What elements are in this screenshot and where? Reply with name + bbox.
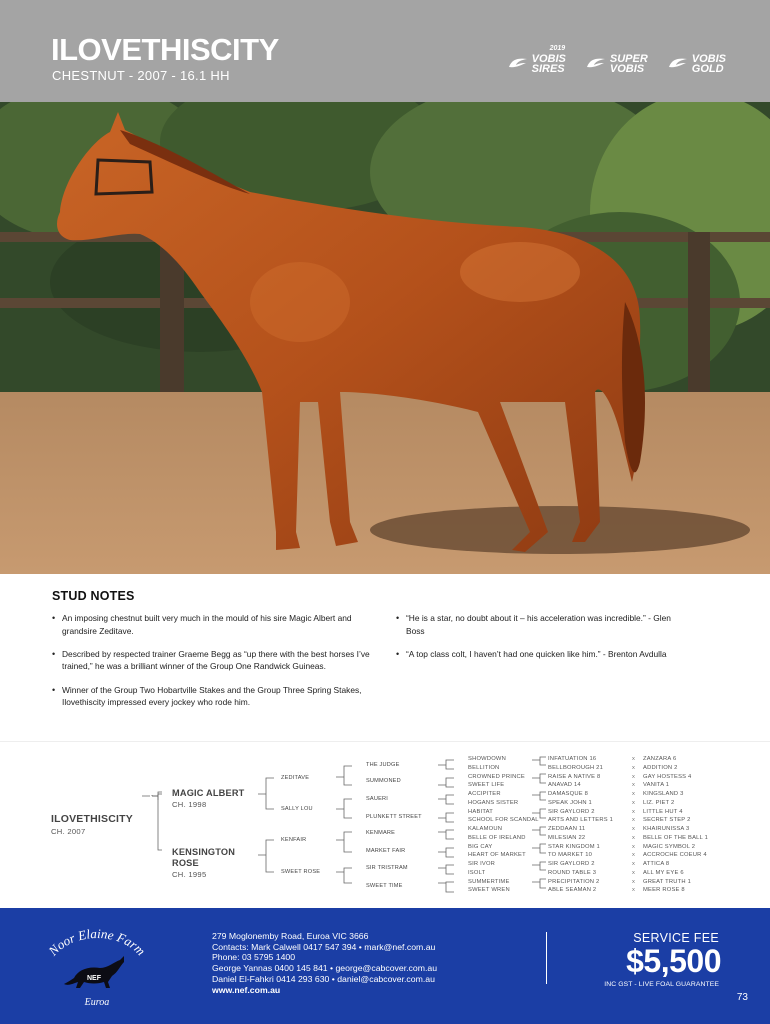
pedigree-gen5: BIG CAY <box>468 843 493 850</box>
pedigree-gen5: HABITAT <box>468 808 494 815</box>
pedigree-gen4: SWEET TIME <box>366 883 403 889</box>
footer-band <box>0 908 770 1024</box>
stud-notes-left <box>52 612 370 719</box>
note-item: • An imposing chestnut built very much in the mould of his sire Magic Albert and grandsire Zeditave. <box>52 612 370 637</box>
farm-logo-horse-icon <box>64 956 124 988</box>
farm-logo-name: Noor Elaine Farm <box>45 926 149 959</box>
farm-logo-location: Euroa <box>84 997 110 1008</box>
pedigree-gen6b: VANITA 1 <box>643 782 670 789</box>
pedigree-gen6b: ZANZARA 6 <box>643 756 677 762</box>
pedigree-chart <box>0 741 770 908</box>
pedigree-gen6-dams <box>643 755 708 895</box>
pedigree-gen5: SCHOOL FOR SCANDAL <box>468 817 539 824</box>
pedigree-gen5: BELLITION <box>468 764 500 771</box>
pedigree-dam-line2: ROSE <box>172 858 199 868</box>
logo3-line2: GOLD <box>691 63 724 75</box>
pedigree-gen6b: KINGSLAND 3 <box>643 791 684 797</box>
pedigree-gen4: SIR TRISTRAM <box>366 865 408 871</box>
logo1-line1: VOBIS <box>531 53 566 65</box>
pedigree-gen5: SWEET LIFE <box>468 782 505 789</box>
pedigree-gen3: ZEDITAVE <box>281 775 310 781</box>
daniel-line[interactable]: Daniel El-Fahkri 0414 293 630 • daniel@cabcover.com.au <box>212 973 435 984</box>
pedigree-gen6b: GAY HOSTESS 4 <box>643 773 692 780</box>
page-number: 73 <box>736 992 748 1003</box>
pedigree-gen6: SIR GAYLORD 2 <box>548 861 595 867</box>
pedigree-gen6: MILESIAN 22 <box>548 834 586 841</box>
service-fee-label: SERVICE FEE <box>633 931 719 945</box>
award-logos <box>508 45 726 75</box>
pedigree-gen4: THE JUDGE <box>366 762 400 768</box>
pedigree-gen6: RAISE A NATIVE 8 <box>548 773 601 780</box>
contacts-line[interactable]: Contacts: Mark Calwell 0417 547 394 • mark@nef.com.au <box>212 941 436 952</box>
pedigree-gen6: ARTS AND LETTERS 1 <box>548 817 614 824</box>
pedigree-gen5: KALAMOUN <box>468 826 503 832</box>
pedigree-gen4: MARKET FAIR <box>366 848 406 854</box>
pedigree-gen6: SIR GAYLORD 2 <box>548 808 595 815</box>
logo1-year: 2019 <box>549 45 566 52</box>
george-line[interactable]: George Yannas 0400 145 841 • george@cabcover.com.au <box>212 963 438 974</box>
note-item: • Winner of the Group Two Hobartville Stakes and the Group Three Spring Stakes, Ilovethiscity impressed every jockey who rode him. <box>52 684 370 709</box>
pedigree-dam-line1: KENSINGTON <box>172 847 236 857</box>
pedigree-gen4: SAUERI <box>366 796 389 802</box>
pedigree-x-markers: x x x x x x x x x x x x x x x x <box>632 756 636 894</box>
pedigree-gen6: ZEDDAAN 11 <box>548 826 586 832</box>
pedigree-sire: MAGIC ALBERT <box>172 788 245 798</box>
pedigree-gen4: PLUNKETT STREET <box>366 814 422 820</box>
pedigree-gen6b: ALL MY EYE 6 <box>643 869 684 876</box>
horse-name-title: ILOVETHISCITY <box>51 32 279 67</box>
pedigree-gen6b: ATTICA 8 <box>643 861 670 867</box>
vobis-wing-icon <box>508 57 528 71</box>
pedigree-gen5-list <box>468 755 539 895</box>
pedigree-horse: ILOVETHISCITY <box>51 813 133 825</box>
contact-block <box>212 931 437 995</box>
pedigree-gen6b: SECRET STEP 2 <box>643 817 691 824</box>
pedigree-gen5: HOGANS SISTER <box>468 799 519 806</box>
pedigree-sire-detail: CH. 1998 <box>172 800 207 809</box>
pedigree-gen5: ACCIPITER <box>468 791 501 797</box>
phone-line[interactable]: Phone: 03 5795 1400 <box>212 952 296 963</box>
pedigree-gen5: SHOWDOWN <box>468 756 506 762</box>
quote-item: • “He is a star, no doubt about it – his acceleration was incredible.” - Glen Boss <box>396 612 676 637</box>
stud-notes-right <box>396 612 676 671</box>
pedigree-gen5: BELLE OF IRELAND <box>468 834 526 841</box>
address-line: 279 Moglonemby Road, Euroa VIC 3666 <box>212 931 369 941</box>
pedigree-gen6: ANAVAD 14 <box>548 782 581 789</box>
header-band <box>0 0 770 102</box>
horse-photo-illustration <box>0 102 770 574</box>
pedigree-gen6b: ACCROCHE COEUR 4 <box>643 852 707 859</box>
service-fee-note: INC GST - LIVE FOAL GUARANTEE <box>604 981 719 988</box>
farm-logo-initials: NEF <box>87 975 101 982</box>
horse-subtitle: CHESTNUT - 2007 - 16.1 HH <box>52 68 230 83</box>
footer-divider <box>546 932 547 984</box>
pedigree-gen5: ISOLT <box>468 869 486 876</box>
pedigree-gen3: KENFAIR <box>281 837 307 843</box>
note-item: • Described by respected trainer Graeme Begg as “up there with the best horses I’ve trained,” he was a brilliant winner of the Group One Randwick Guineas. <box>52 648 370 673</box>
pedigree-gen6: ROUND TABLE 3 <box>548 869 597 876</box>
pedigree-gen6: ABLE SEAMAN 2 <box>548 887 597 894</box>
vobis-wing-icon <box>586 57 606 71</box>
website-link[interactable]: www.nef.com.au <box>212 984 281 995</box>
pedigree-gen6-sires <box>548 755 613 895</box>
pedigree-gen6b: ADDITION 2 <box>643 764 678 771</box>
svg-text:Noor Elaine Farm <box>45 926 149 959</box>
logo3-line1: VOBIS <box>691 53 726 65</box>
pedigree-gen6: PRECIPITATION 2 <box>548 878 600 885</box>
pedigree-gen5: HEART OF MARKET <box>468 852 526 859</box>
quote-item: • “A top class colt, I haven’t had one quicken like him.” - Brenton Avdulla <box>396 648 676 661</box>
pedigree-gen4: KENMARE <box>366 830 396 836</box>
service-fee-amount: $5,500 <box>626 943 721 979</box>
pedigree-gen6b: LITTLE HUT 4 <box>643 808 683 815</box>
pedigree-gen6b: GREAT TRUTH 1 <box>643 878 692 885</box>
pedigree-gen6: DAMASQUE 8 <box>548 791 589 797</box>
pedigree-gen6b: LIZ. PIET 2 <box>643 799 675 806</box>
logo1-line2: SIRES <box>531 63 565 75</box>
pedigree-gen6b: MEER ROSE 8 <box>643 887 685 894</box>
pedigree-gen3: SWEET ROSE <box>281 869 321 875</box>
pedigree-gen6: INFATUATION 16 <box>548 756 597 762</box>
stud-notes-title: STUD NOTES <box>52 589 135 603</box>
pedigree-gen6: BELLBOROUGH 21 <box>548 764 603 771</box>
pedigree-gen6b: MAGIC SYMBOL 2 <box>643 843 696 850</box>
pedigree-gen6: TO MARKET 10 <box>548 852 593 859</box>
vobis-wing-icon <box>668 57 688 71</box>
pedigree-gen6: SPEAK JOHN 1 <box>548 799 592 806</box>
pedigree-gen5: SUMMERTIME <box>468 878 510 885</box>
pedigree-dam-detail: CH. 1995 <box>172 870 207 879</box>
pedigree-gen3: SALLY LOU <box>281 806 313 812</box>
super-vobis-logo <box>586 54 648 74</box>
pedigree-gen4: SUMMONED <box>366 778 401 784</box>
pedigree-gen6b: BELLE OF THE BALL 1 <box>643 834 709 841</box>
vobis-gold-logo <box>668 54 726 74</box>
pedigree-gen6b: KHAIRUNISSA 3 <box>643 826 690 832</box>
logo2-line1: SUPER <box>609 53 648 65</box>
pedigree-gen5: SIR IVOR <box>468 861 496 867</box>
pedigree-horse-detail: CH. 2007 <box>51 827 86 836</box>
pedigree-gen5: SWEET WREN <box>468 887 510 894</box>
pedigree-gen5: CROWNED PRINCE <box>468 773 525 780</box>
horse-photo <box>0 102 770 574</box>
logo2-line2: VOBIS <box>609 63 645 75</box>
pedigree-gen6: STAR KINGDOM 1 <box>548 843 600 850</box>
farm-logo <box>38 926 156 1008</box>
vobis-sires-logo <box>508 45 566 75</box>
